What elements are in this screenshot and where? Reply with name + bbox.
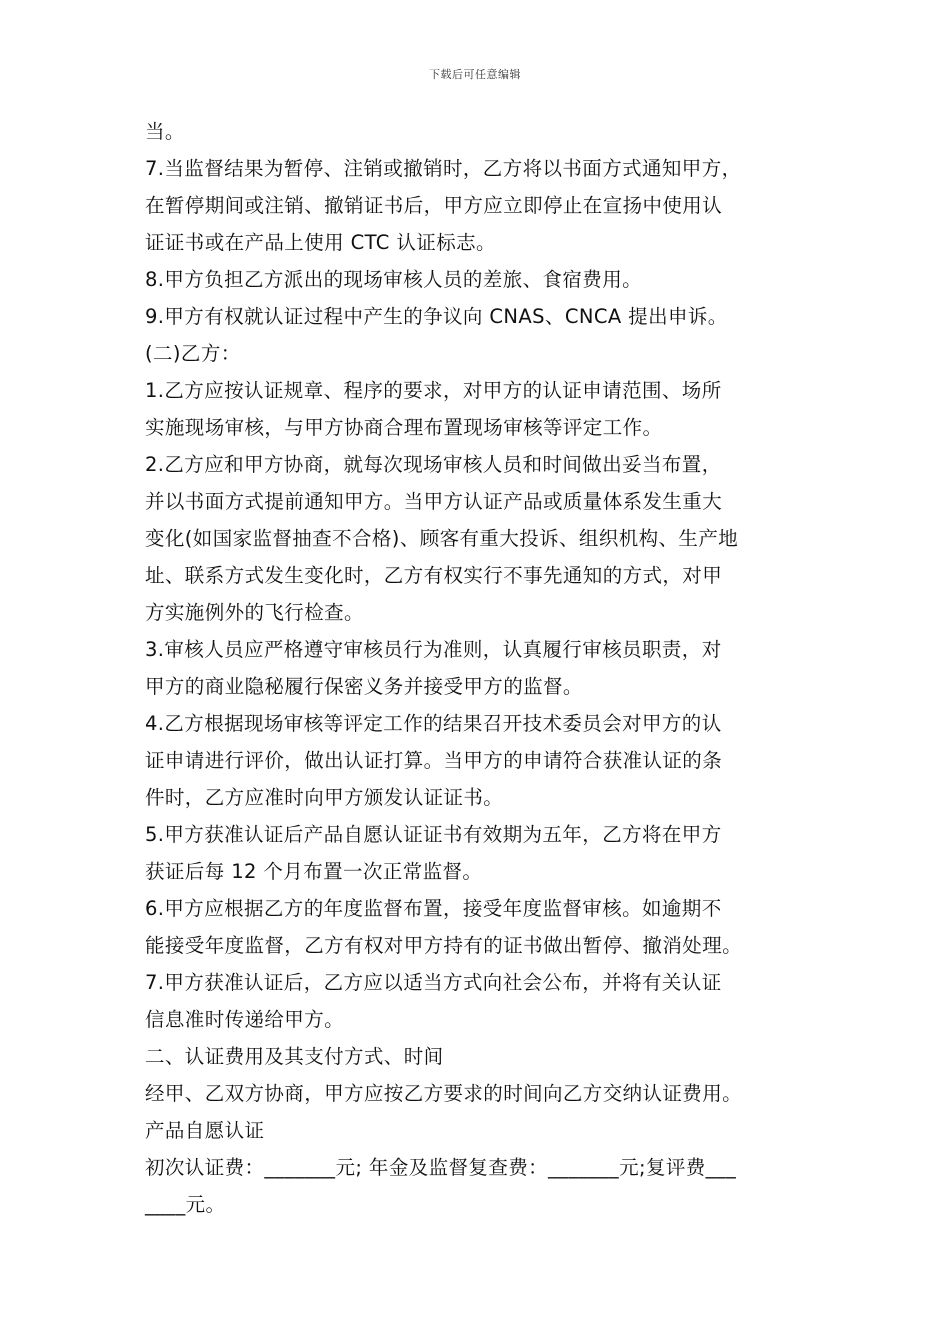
text-line: 信息准时传递给甲方。 bbox=[145, 1008, 345, 1031]
text-line: 实施现场审核，与甲方协商合理布置现场审核等评定工作。 bbox=[145, 416, 663, 439]
text-line: 在暂停期间或注销、撤销证书后，甲方应立即停止在宣扬中使用认 bbox=[145, 194, 723, 217]
text-line: 当。 bbox=[145, 120, 185, 143]
page-header: 下载后可任意编辑 bbox=[429, 68, 521, 81]
text-line: 7.当监督结果为暂停、注销或撤销时，乙方将以书面方式通知甲方， bbox=[145, 157, 742, 180]
text-line: 产品自愿认证 bbox=[145, 1119, 265, 1142]
text-line: 并以书面方式提前通知甲方。当甲方认证产品或质量体系发生重大 bbox=[145, 490, 723, 513]
text-line: 甲方的商业隐秘履行保密义务并接受甲方的监督。 bbox=[145, 675, 583, 698]
text-line: 7.甲方获准认证后，乙方应以适当方式向社会公布，并将有关认证 bbox=[145, 971, 722, 994]
text-line: 5.甲方获准认证后产品自愿认证证书有效期为五年，乙方将在甲方 bbox=[145, 823, 722, 846]
text-line: 获证后每 12 个月布置一次正常监督。 bbox=[145, 860, 483, 883]
text-line: 8.甲方负担乙方派出的现场审核人员的差旅、食宿费用。 bbox=[145, 268, 643, 291]
text-line: 能接受年度监督，乙方有权对甲方持有的证书做出暂停、撤消处理。 bbox=[145, 934, 743, 957]
text-line: 3.审核人员应严格遵守审核员行为准则，认真履行审核员职责，对 bbox=[145, 638, 722, 661]
text-line: 证申请进行评价，做出认证打算。当甲方的申请符合获准认证的条 bbox=[145, 749, 723, 772]
fee-line: 初次认证费：_______元; 年金及监督复查费：_______元;复评费___ bbox=[145, 1156, 737, 1179]
text-line: 件时，乙方应准时向甲方颁发认证证书。 bbox=[145, 786, 504, 809]
text-line: 9.甲方有权就认证过程中产生的争议向 CNAS、CNCA 提出申诉。 bbox=[145, 305, 728, 328]
text-line: 证证书或在产品上使用 CTC 认证标志。 bbox=[145, 231, 496, 254]
text-line: 6.甲方应根据乙方的年度监督布置，接受年度监督审核。如逾期不 bbox=[145, 897, 722, 920]
document-body bbox=[145, 113, 825, 1223]
text-line: 4.乙方根据现场审核等评定工作的结果召开技术委员会对甲方的认 bbox=[145, 712, 722, 735]
text-line: 经甲、乙双方协商，甲方应按乙方要求的时间向乙方交纳认证费用。 bbox=[145, 1082, 743, 1105]
text-line: 方实施例外的飞行检查。 bbox=[145, 601, 364, 624]
fee-line: ____元。 bbox=[145, 1193, 226, 1216]
text-line: 址、联系方式发生变化时，乙方有权实行不事先通知的方式，对甲 bbox=[145, 564, 723, 587]
section-heading: 二、认证费用及其支付方式、时间 bbox=[145, 1045, 444, 1068]
text-line: 1.乙方应按认证规章、程序的要求，对甲方的认证申请范围、场所 bbox=[145, 379, 722, 402]
text-line: 变化(如国家监督抽查不合格)、顾客有重大投诉、组织机构、生产地 bbox=[145, 527, 739, 550]
section-heading: (二)乙方： bbox=[145, 342, 241, 365]
text-line: 2.乙方应和甲方协商，就每次现场审核人员和时间做出妥当布置， bbox=[145, 453, 722, 476]
